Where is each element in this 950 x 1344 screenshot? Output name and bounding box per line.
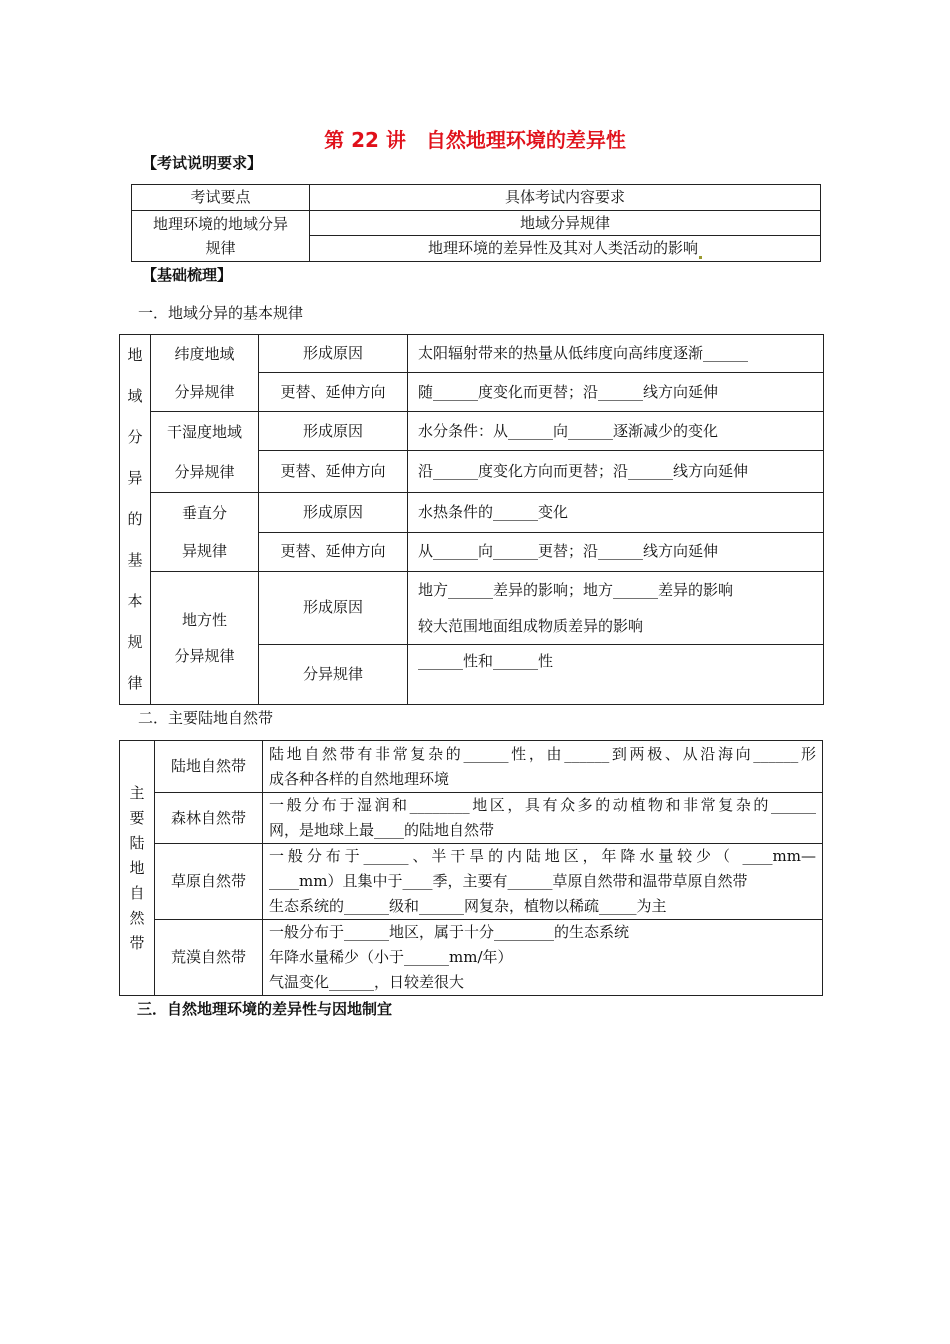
natural-zones-table bbox=[119, 740, 823, 996]
side-char: 然 bbox=[129, 908, 145, 927]
side-char: 规 bbox=[127, 633, 143, 651]
side-char: 本 bbox=[127, 592, 143, 610]
table-header: 考试要点 bbox=[132, 185, 310, 211]
zone-desc bbox=[263, 793, 823, 844]
zone-desc bbox=[263, 844, 823, 920]
rule-name-line: 分异规律 bbox=[174, 463, 235, 482]
exam-requirements-heading: 【考试说明要求】 bbox=[142, 154, 263, 172]
fill-in-text: 较大范围地面组成物质差异的影响 bbox=[418, 616, 644, 635]
side-char: 地 bbox=[129, 858, 145, 877]
fill-in-text: 太阳辐射带来的热量从低纬度向高纬度逐渐______ bbox=[408, 335, 824, 373]
fill-in-text: 沿______度变化方向而更替；沿______线方向延伸 bbox=[408, 451, 824, 493]
fill-in-cell bbox=[408, 571, 824, 644]
rule-name-line: 分异规律 bbox=[174, 646, 235, 665]
side-char: 地 bbox=[127, 346, 143, 364]
exam-requirements-table bbox=[131, 184, 821, 262]
side-char: 陆 bbox=[129, 833, 145, 852]
side-char: 异 bbox=[127, 469, 143, 487]
rule-name bbox=[151, 571, 259, 704]
zone-desc-line bbox=[269, 767, 816, 792]
fill-in-text: 地方______差异的影响；地方______差异的影响 bbox=[418, 580, 734, 599]
table-header: 具体考试内容要求 bbox=[310, 185, 821, 211]
side-char: 域 bbox=[127, 387, 143, 405]
zone-desc bbox=[263, 920, 823, 996]
rule-name bbox=[151, 493, 259, 571]
side-char: 主 bbox=[129, 783, 145, 802]
section3-heading: 三．自然地理环境的差异性与因地制宜 bbox=[137, 1000, 393, 1018]
zone-desc-line: ____mm）且集中于____季，主要有______草原自然带和温带草原自然带 bbox=[269, 872, 748, 890]
basics-heading: 【基础梳理】 bbox=[142, 266, 233, 284]
rule-name-line: 纬度地域 bbox=[174, 345, 235, 363]
rule-name bbox=[151, 335, 259, 412]
aspect-label: 更替、延伸方向 bbox=[259, 532, 408, 571]
side-label bbox=[120, 741, 155, 996]
section1-heading: 一．地域分异的基本规律 bbox=[138, 304, 304, 322]
zone-desc-line: 一般分布于湿润和________地区，具有众多的动植物和非常复杂的______ bbox=[269, 796, 816, 814]
zone-desc-line: 网，是地球上最____的陆地自然带 bbox=[269, 821, 495, 839]
exam-item-text: 地理环境的差异性及其对人类活动的影响 bbox=[427, 239, 698, 257]
fill-in-text: 随______度变化而更替；沿______线方向延伸 bbox=[408, 373, 824, 412]
zone-name: 陆地自然带 bbox=[155, 741, 263, 793]
zone-desc-line: 气温变化______，日较差很大 bbox=[269, 973, 465, 991]
side-char: 带 bbox=[129, 933, 145, 952]
aspect-label: 分异规律 bbox=[259, 645, 408, 705]
aspect-label: 形成原因 bbox=[259, 571, 408, 644]
side-char: 自 bbox=[129, 883, 145, 902]
rule-name-line: 地方性 bbox=[181, 610, 227, 629]
zone-desc-line: 陆地自然带有非常复杂的______性，由______到两极、从沿海向______形 bbox=[269, 744, 816, 763]
side-char: 基 bbox=[127, 551, 143, 569]
exam-point-line: 地理环境的地域分异 bbox=[152, 215, 288, 233]
fill-in-text: 水热条件的______变化 bbox=[408, 493, 824, 532]
side-label bbox=[120, 335, 151, 705]
exam-item: 地域分异规律 bbox=[310, 211, 821, 236]
zone-name: 草原自然带 bbox=[155, 844, 263, 920]
side-char: 律 bbox=[127, 674, 143, 692]
fill-in-text: ______性和______性 bbox=[408, 645, 824, 705]
aspect-label: 更替、延伸方向 bbox=[259, 451, 408, 493]
mark-dot bbox=[699, 256, 702, 259]
rule-name-line: 垂直分 bbox=[181, 503, 227, 522]
page-title: 第 22 讲 自然地理环境的差异性 bbox=[324, 128, 626, 152]
zone-name: 森林自然带 bbox=[155, 793, 263, 844]
side-char: 分 bbox=[127, 428, 143, 446]
fill-in-text: 水分条件：从______向______逐渐减少的变化 bbox=[408, 412, 824, 451]
regional-differentiation-table bbox=[119, 334, 824, 705]
aspect-label: 更替、延伸方向 bbox=[259, 373, 408, 412]
rule-name-line: 干湿度地域 bbox=[166, 423, 242, 442]
zone-desc-text: 成各种各样的自然地理环境 bbox=[269, 769, 450, 788]
zone-desc-line: 生态系统的______级和______网复杂，植物以稀疏_____为主 bbox=[269, 897, 667, 915]
side-char: 的 bbox=[127, 510, 143, 528]
rule-name-line: 异规律 bbox=[181, 541, 227, 560]
zone-desc-line: 一般分布于______地区，属于十分________的生态系统 bbox=[269, 923, 630, 941]
fill-in-text: 从______向______更替；沿______线方向延伸 bbox=[408, 532, 824, 571]
exam-point-cell bbox=[132, 211, 310, 262]
zone-desc bbox=[263, 741, 823, 793]
aspect-label: 形成原因 bbox=[259, 335, 408, 373]
rule-name bbox=[151, 412, 259, 493]
zone-name: 荒漠自然带 bbox=[155, 920, 263, 996]
side-char: 要 bbox=[129, 808, 145, 827]
aspect-label: 形成原因 bbox=[259, 412, 408, 451]
zone-desc-line: 一般分布于______、半干旱的内陆地区，年降水量较少（ ____mm— bbox=[269, 847, 816, 865]
zone-desc-line: 年降水量稀少（小于______mm/年） bbox=[269, 948, 513, 966]
exam-item bbox=[310, 236, 821, 262]
section2-heading: 二．主要陆地自然带 bbox=[138, 709, 274, 727]
exam-point-line: 规律 bbox=[205, 239, 236, 257]
aspect-label: 形成原因 bbox=[259, 493, 408, 532]
rule-name-line: 分异规律 bbox=[174, 383, 235, 401]
